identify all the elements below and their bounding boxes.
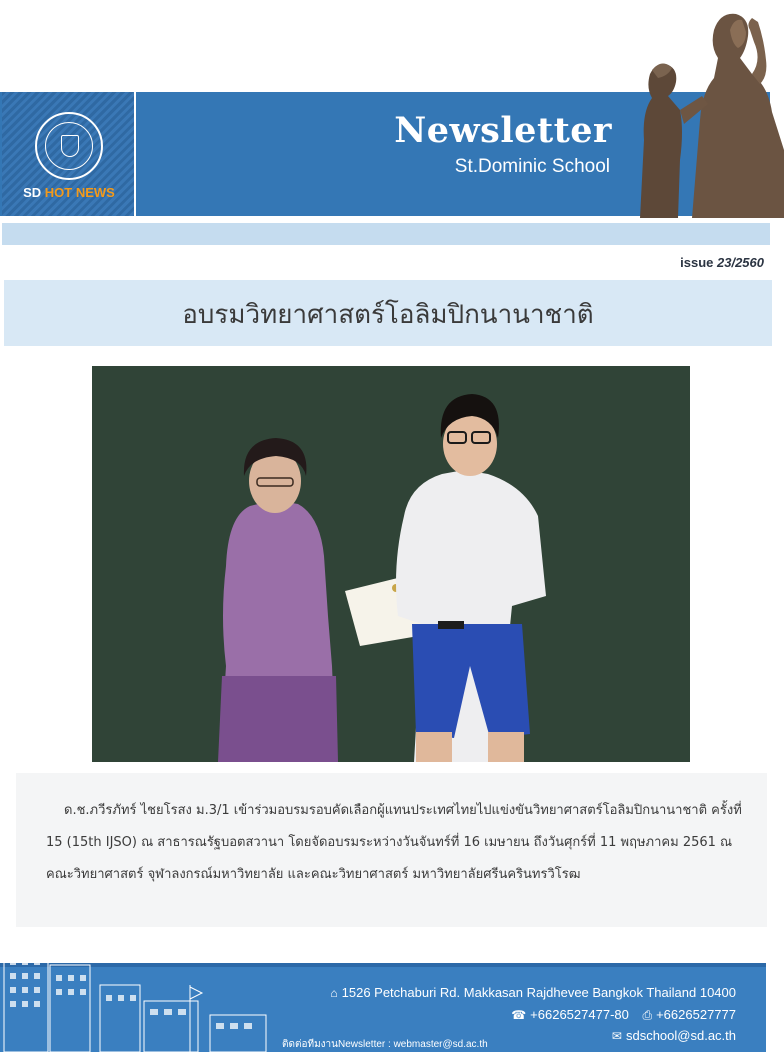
- logo-caption: SD HOT NEWS: [23, 185, 115, 200]
- phone-icon: ☎: [511, 1008, 527, 1022]
- header-strip: [2, 223, 770, 245]
- article-body: ด.ช.ภวีรภัทร์ ไชยโรสง ม.3/1 เข้าร่วมอบรมรอบคัดเลือกผู้แทนประเทศไทยไปแข่งขันวิทยาศาสตร์โอลิมปิกนานาชาติ ครั้งที่ 15 (15th IJSO) ณ สาธารณรัฐบอตสวานา โดยจัดอบรมระหว่างวันจันทร์ที่ 16 เมษายน ถึงวันศุกร์ที่ 11 พฤษภาคม 2561 ณ คณะวิทยาศาสตร์ จุฬาลงกรณ์มหาวิทยาลัย และคณะวิทยาศาสตร์ มหาวิทยาลัยศรีนครินทรวิโรฒ: [46, 803, 742, 882]
- article-photo: [92, 366, 690, 762]
- envelope-icon: ✉: [611, 1029, 622, 1043]
- school-seal-icon: [35, 112, 103, 180]
- article-title: อบรมวิทยาศาสตร์โอลิมปิกนานาชาติ: [182, 300, 594, 330]
- school-name: St.Dominic School: [454, 156, 610, 177]
- footer-contact-note[interactable]: ติดต่อทีมงานNewsletter : webmaster@sd.ac.th: [282, 1039, 488, 1050]
- issue-number: issue 23/2560: [680, 255, 764, 270]
- footer-phones: ☎ +6626527477-80 ⎙ +6626527777: [511, 1007, 736, 1022]
- school-logo[interactable]: [2, 92, 136, 216]
- newsletter-title: Newsletter: [394, 110, 612, 151]
- statue-image: [622, 0, 784, 218]
- footer-email[interactable]: ✉ sdschool@sd.ac.th: [611, 1028, 736, 1043]
- school-buildings-illustration: [0, 945, 280, 1052]
- article-title-box: [4, 280, 772, 346]
- fax-icon: ⎙: [642, 1008, 653, 1022]
- footer-address: ⌂ 1526 Petchaburi Rd. Makkasan Rajdhevee Bangkok Thailand 10400: [330, 985, 736, 1000]
- article-body-box: [16, 773, 767, 927]
- home-icon: ⌂: [330, 986, 338, 1000]
